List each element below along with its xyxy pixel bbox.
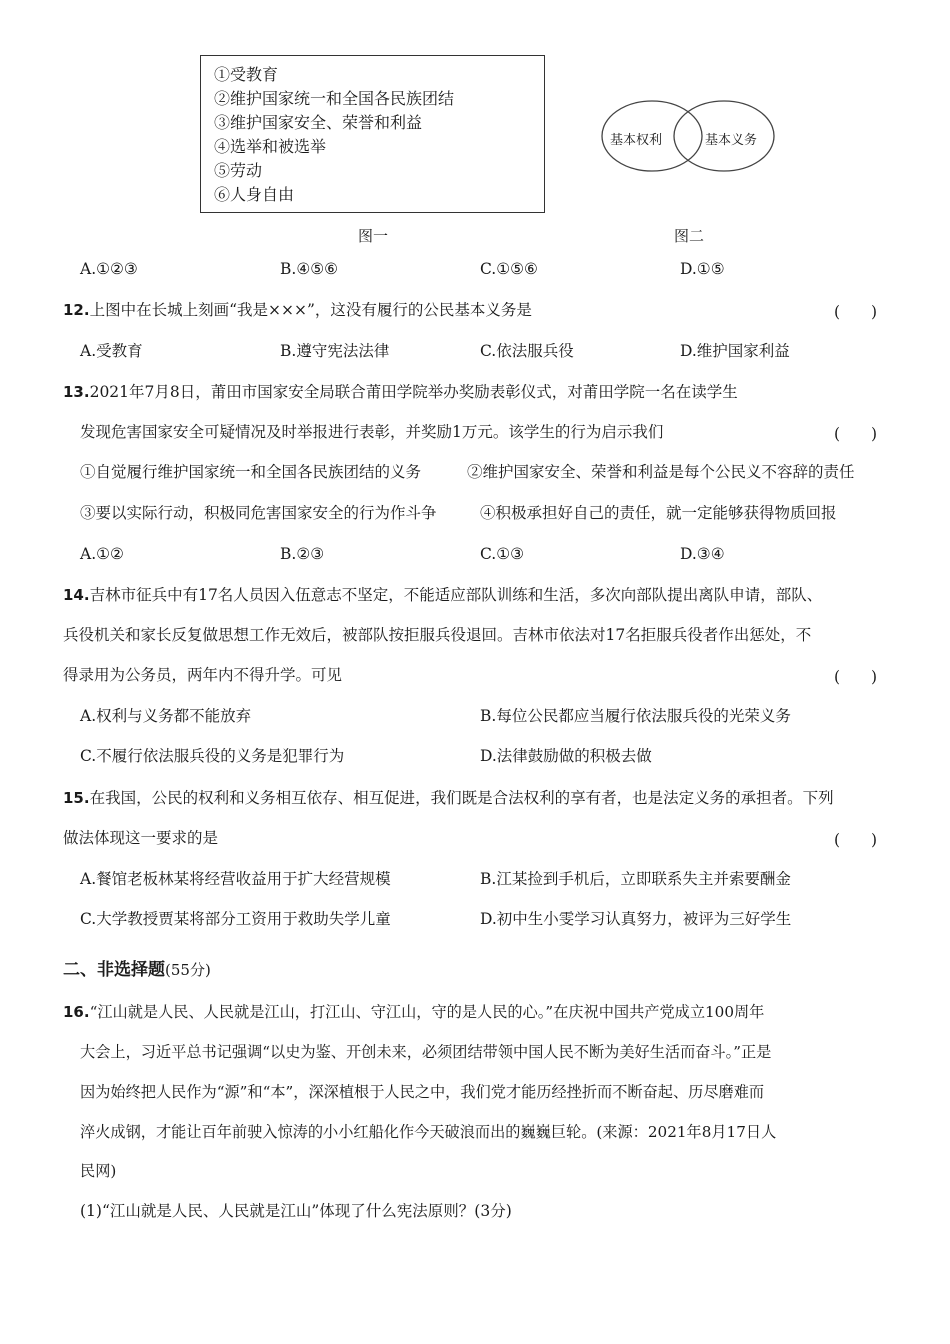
q12-option-c: C.依法服兵役 bbox=[480, 342, 574, 360]
sub-question-1: (1)“江山就是人民、人民就是江山”体现了什么宪法原则？(3分) bbox=[80, 1202, 512, 1220]
answer-paren: ( ) bbox=[834, 425, 878, 443]
question-12 bbox=[63, 300, 532, 320]
section-title: 二、非选择题 bbox=[63, 960, 165, 980]
question-16 bbox=[63, 1002, 764, 1022]
passage-line: 淬火成钢，才能让百年前驶入惊涛的小小红船化作今天破浪而出的巍巍巨轮。(来源：2021年8月17日人 bbox=[80, 1123, 777, 1141]
question-number: 16. bbox=[63, 1003, 90, 1021]
question-stem: 2021年7月8日，莆田市国家安全局联合莆田学院举办奖励表彰仪式，对莆田学院一名在读学生 bbox=[89, 383, 738, 401]
q13-option-d: D.③④ bbox=[680, 545, 725, 563]
figure-1-caption: 图一 bbox=[358, 227, 389, 245]
q13-statement-4: ④积极承担好自己的责任，就一定能够获得物质回报 bbox=[480, 504, 837, 522]
question-number: 15. bbox=[63, 789, 90, 807]
q14-option-c: C.不履行依法服兵役的义务是犯罪行为 bbox=[80, 747, 345, 765]
q12-option-b: B.遵守宪法法律 bbox=[280, 342, 390, 360]
q13-option-b: B.②③ bbox=[280, 545, 325, 563]
answer-paren: ( ) bbox=[834, 303, 878, 321]
q13-option-c: C.①③ bbox=[480, 545, 525, 563]
q11-option-c: C.①⑤⑥ bbox=[480, 260, 538, 278]
q14-option-a: A.权利与义务都不能放弃 bbox=[80, 707, 252, 725]
figure-1-item: ④选举和被选举 bbox=[214, 137, 327, 156]
venn-left-label: 基本权利 bbox=[610, 133, 663, 148]
question-number: 12. bbox=[63, 301, 90, 319]
question-stem: 在我国，公民的权利和义务相互依存、相互促进，我们既是合法权利的享有者，也是法定义务的承担者。下列 bbox=[89, 789, 834, 807]
passage-line: 民网) bbox=[80, 1162, 117, 1180]
q13-statement-1: ①自觉履行维护国家统一和全国各民族团结的义务 bbox=[80, 463, 422, 481]
question-stem: 吉林市征兵中有17名人员因入伍意志不坚定，不能适应部队训练和生活，多次向部队提出离队申请，部队、 bbox=[89, 586, 823, 604]
question-stem: 上图中在长城上刻画“我是×××”，这没有履行的公民基本义务是 bbox=[89, 301, 532, 319]
q13-statement-2: ②维护国家安全、荣誉和利益是每个公民义不容辞的责任 bbox=[467, 463, 855, 481]
q15-option-d: D.初中生小雯学习认真努力，被评为三好学生 bbox=[480, 910, 792, 928]
q11-option-d: D.①⑤ bbox=[680, 260, 725, 278]
figure-1-item: ①受教育 bbox=[214, 65, 279, 84]
figure-2-caption: 图二 bbox=[674, 227, 705, 245]
q11-option-a: A.①②③ bbox=[80, 260, 138, 278]
section-score: (55分) bbox=[165, 961, 211, 979]
figure-1-item: ②维护国家统一和全国各民族团结 bbox=[214, 89, 455, 108]
answer-paren: ( ) bbox=[834, 831, 878, 849]
figure-1-box bbox=[200, 55, 545, 213]
question-stem: “江山就是人民、人民就是江山，打江山、守江山，守的是人民的心。”在庆祝中国共产党成立100周年 bbox=[89, 1003, 765, 1021]
q13-option-a: A.①② bbox=[80, 545, 124, 563]
question-stem-line: 发现危害国家安全可疑情况及时举报进行表彰，并奖励1万元。该学生的行为启示我们 bbox=[80, 423, 664, 441]
figure-1-item: ⑥人身自由 bbox=[214, 185, 295, 204]
q14-option-d: D.法律鼓励做的积极去做 bbox=[480, 747, 652, 765]
figure-1-item: ③维护国家安全、荣誉和利益 bbox=[214, 113, 423, 132]
q14-option-b: B.每位公民都应当履行依法服兵役的光荣义务 bbox=[480, 707, 791, 725]
q12-option-a: A.受教育 bbox=[80, 342, 143, 360]
q15-option-a: A.餐馆老板林某将经营收益用于扩大经营规模 bbox=[80, 870, 391, 888]
answer-paren: ( ) bbox=[834, 668, 878, 686]
question-stem-line: 做法体现这一要求的是 bbox=[63, 829, 219, 847]
section-heading bbox=[63, 955, 211, 980]
q13-statement-3: ③要以实际行动，积极同危害国家安全的行为作斗争 bbox=[80, 504, 437, 522]
question-stem-line: 兵役机关和家长反复做思想工作无效后，被部队按拒服兵役退回。吉林市依法对17名拒服兵役者作出惩处，不 bbox=[63, 626, 812, 644]
question-number: 14. bbox=[63, 586, 90, 604]
question-number: 13. bbox=[63, 383, 90, 401]
venn-right-label: 基本义务 bbox=[705, 133, 758, 148]
q15-option-b: B.江某捡到手机后，立即联系失主并索要酬金 bbox=[480, 870, 791, 888]
q15-option-c: C.大学教授贾某将部分工资用于救助失学儿童 bbox=[80, 910, 391, 928]
question-15 bbox=[63, 788, 834, 808]
passage-line: 大会上，习近平总书记强调“以史为鉴、开创未来，必须团结带领中国人民不断为美好生活而奋斗。”正是 bbox=[80, 1043, 772, 1061]
q12-option-d: D.维护国家利益 bbox=[680, 342, 790, 360]
passage-line: 因为始终把人民作为“源”和“本”，深深植根于人民之中，我们党才能历经挫折而不断奋起、历尽磨难而 bbox=[80, 1083, 765, 1101]
question-13 bbox=[63, 382, 738, 402]
q11-option-b: B.④⑤⑥ bbox=[280, 260, 339, 278]
question-stem-line: 得录用为公务员，两年内不得升学。可见 bbox=[63, 666, 343, 684]
figure-1-item: ⑤劳动 bbox=[214, 161, 263, 180]
question-14 bbox=[63, 585, 822, 605]
